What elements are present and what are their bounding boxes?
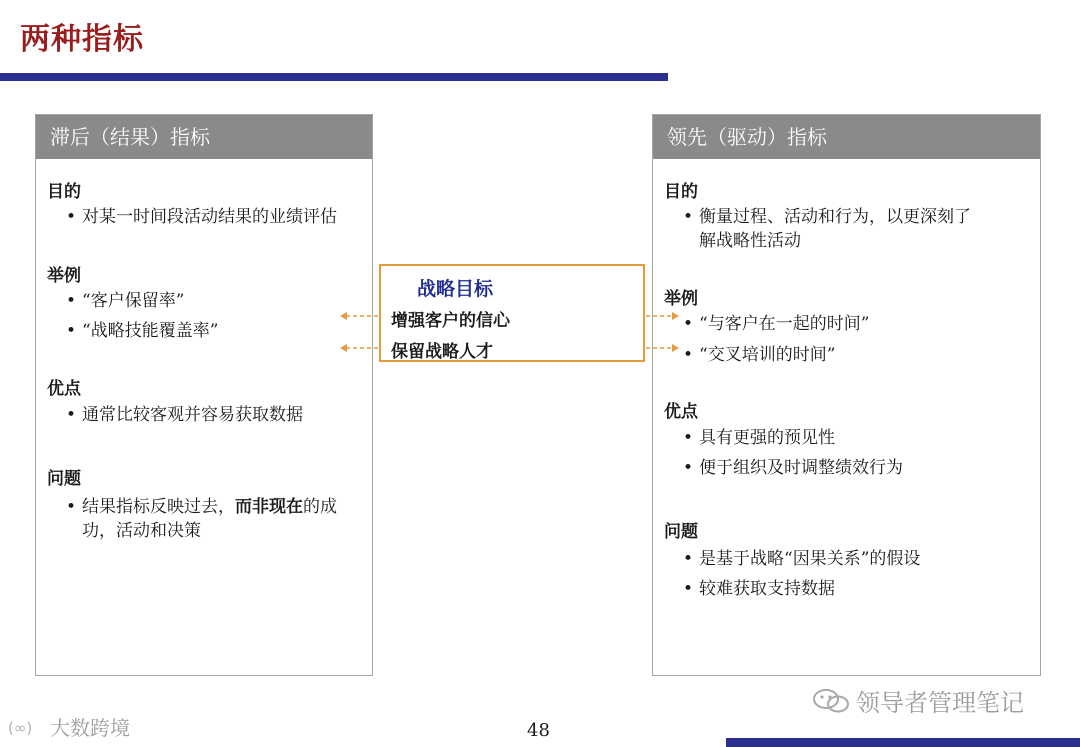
list-item: • “与客户在一起的时间” — [683, 314, 870, 334]
list-item: • 对某一时间段活动结果的业绩评估 — [66, 207, 337, 227]
list-item: • 是基于战略“因果关系”的假设 — [683, 549, 921, 569]
list-item: • 便于组织及时调整绩效行为 — [683, 458, 903, 478]
bullet-icon: • — [683, 207, 694, 227]
arrow-left-icon — [340, 344, 347, 352]
bullet-icon: • — [683, 579, 694, 599]
right-arrows — [645, 308, 681, 354]
page-number: 48 — [527, 720, 550, 741]
watermark-left: (∞) 大数跨境 — [8, 716, 130, 740]
strategic-goal-item: 保留战略人才 — [391, 342, 493, 362]
section-title-purpose: 目的 — [47, 182, 81, 202]
section-title-issues: 问题 — [47, 469, 81, 489]
section-title-advantages: 优点 — [664, 402, 698, 422]
list-item: • 具有更强的预见性 — [683, 428, 835, 448]
lagging-indicator-panel — [35, 114, 373, 676]
bullet-icon: • — [683, 428, 694, 448]
list-item: • “客户保留率” — [66, 291, 185, 311]
bullet-icon: • — [66, 207, 77, 227]
bullet-icon: • — [66, 405, 77, 425]
panel-header: 滞后（结果）指标 — [36, 115, 372, 159]
bullet-icon: • — [683, 458, 694, 478]
watermark-right: 领导者管理笔记 — [812, 683, 1024, 718]
bullet-icon: • — [66, 291, 77, 311]
list-item: • 结果指标反映过去，而非现在的成 功，活动和决策 — [66, 497, 337, 541]
bullet-icon: • — [683, 345, 694, 365]
list-item: • 通常比较客观并容易获取数据 — [66, 405, 303, 425]
wechat-icon — [812, 687, 852, 715]
strategic-goal-title: 战略目标 — [417, 278, 494, 300]
svg-text:(∞): (∞) — [8, 718, 33, 737]
list-item: • “战略技能覆盖率” — [66, 321, 219, 341]
page-title: 两种指标 — [20, 22, 144, 57]
strategic-goal-box — [379, 264, 645, 362]
section-title-purpose: 目的 — [664, 182, 698, 202]
leading-indicator-panel — [652, 114, 1041, 676]
bullet-icon: • — [683, 549, 694, 569]
bullet-icon: • — [66, 497, 77, 517]
arrow-right-icon — [672, 312, 679, 320]
title-rule — [0, 73, 668, 81]
bullet-icon: • — [683, 314, 694, 334]
arrow-right-icon — [672, 344, 679, 352]
section-title-issues: 问题 — [664, 522, 698, 542]
bullet-icon: • — [66, 321, 77, 341]
left-arrows — [338, 308, 380, 354]
arrow-left-icon — [340, 312, 347, 320]
section-title-advantages: 优点 — [47, 379, 81, 399]
list-item: • “交叉培训的时间” — [683, 345, 836, 365]
section-title-examples: 举例 — [47, 266, 81, 286]
panel-header: 领先（驱动）指标 — [653, 115, 1040, 159]
bottom-rule — [726, 738, 1080, 747]
logo-icon — [8, 716, 46, 738]
list-item: • 衡量过程、活动和行为，以更深刻了 解战略性活动 — [683, 207, 971, 251]
strategic-goal-item: 增强客户的信心 — [391, 311, 510, 331]
section-title-examples: 举例 — [664, 289, 698, 309]
list-item: • 较难获取支持数据 — [683, 579, 835, 599]
